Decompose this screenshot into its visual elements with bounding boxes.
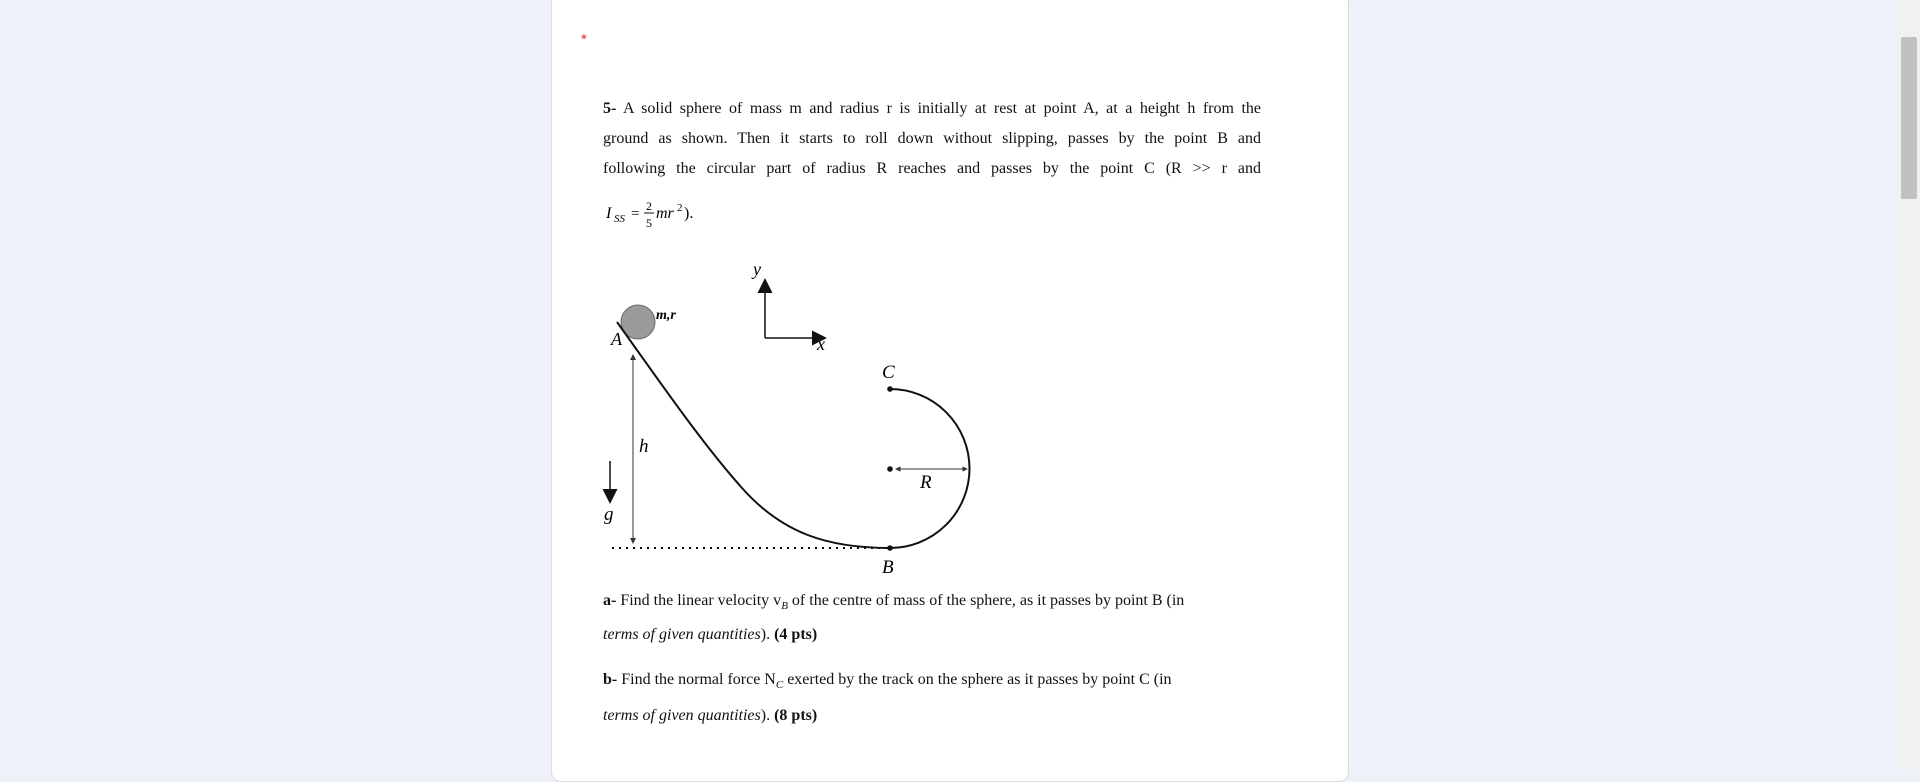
problem-text-2: ground as shown. Then it starts to roll down without slipping, passes by the point B and (603, 130, 1261, 147)
gravity-label: g (604, 504, 614, 525)
formula-numerator: 2 (646, 199, 652, 213)
formula-lhs: I (606, 205, 612, 222)
point-c (887, 386, 893, 392)
question-b-text-rest: exerted by the track on the sphere as it passes by point C (in (783, 671, 1172, 688)
point-c-label: C (882, 362, 895, 383)
required-marker: * (581, 31, 587, 48)
track-curve (617, 322, 970, 548)
height-label: h (639, 436, 649, 457)
question-b-italic: terms of given quantities (603, 707, 761, 724)
question-b-line-2 (603, 707, 1261, 725)
question-a-italic: terms of given quantities (603, 626, 761, 643)
question-a-text: Find the linear velocity v (620, 592, 782, 609)
question-a-subscript: B (781, 600, 788, 613)
question-b-letter: b- (603, 671, 618, 688)
question-a-points: (4 pts) (774, 626, 818, 643)
x-axis-label: x (817, 334, 825, 354)
point-b (887, 545, 893, 551)
problem-number: 5- (603, 100, 617, 117)
question-b-points: (8 pts) (774, 707, 818, 724)
question-a-line-2 (603, 626, 1261, 644)
formula-subscript: SS (614, 213, 625, 225)
question-b-text: Find the normal force N (621, 671, 776, 688)
y-axis-label: y (753, 259, 761, 279)
formula-superscript: 2 (677, 202, 683, 214)
formula-tail: ). (684, 205, 694, 222)
sphere-label: m,r (656, 308, 676, 323)
scrollbar-thumb[interactable] (1901, 37, 1917, 199)
point-a-label: A (611, 329, 622, 349)
circle-centre (887, 466, 893, 472)
radius-label: R (920, 472, 932, 493)
track-diagram (552, 0, 1350, 573)
formula-equals: = (631, 206, 640, 222)
question-a-letter: a- (603, 592, 617, 609)
formula-rhs: mr (656, 205, 674, 222)
formula-denominator: 5 (646, 216, 652, 230)
point-b-label: B (882, 557, 894, 573)
question-a-tail: ). (760, 626, 771, 643)
question-card (551, 0, 1349, 782)
question-b-tail: ). (760, 707, 771, 724)
question-b-line-1 (603, 671, 1261, 691)
problem-text-3: following the circular part of radius R reaches and passes by the point C (R >> r and (603, 160, 1261, 177)
question-a-text-rest: of the centre of mass of the sphere, as it passes by point B (in (787, 592, 1185, 609)
question-b-subscript: C (775, 679, 784, 692)
question-a-line-1 (603, 592, 1261, 612)
problem-text-1: A solid sphere of mass m and radius r is initially at rest at point A, at a height h from the (622, 100, 1262, 117)
